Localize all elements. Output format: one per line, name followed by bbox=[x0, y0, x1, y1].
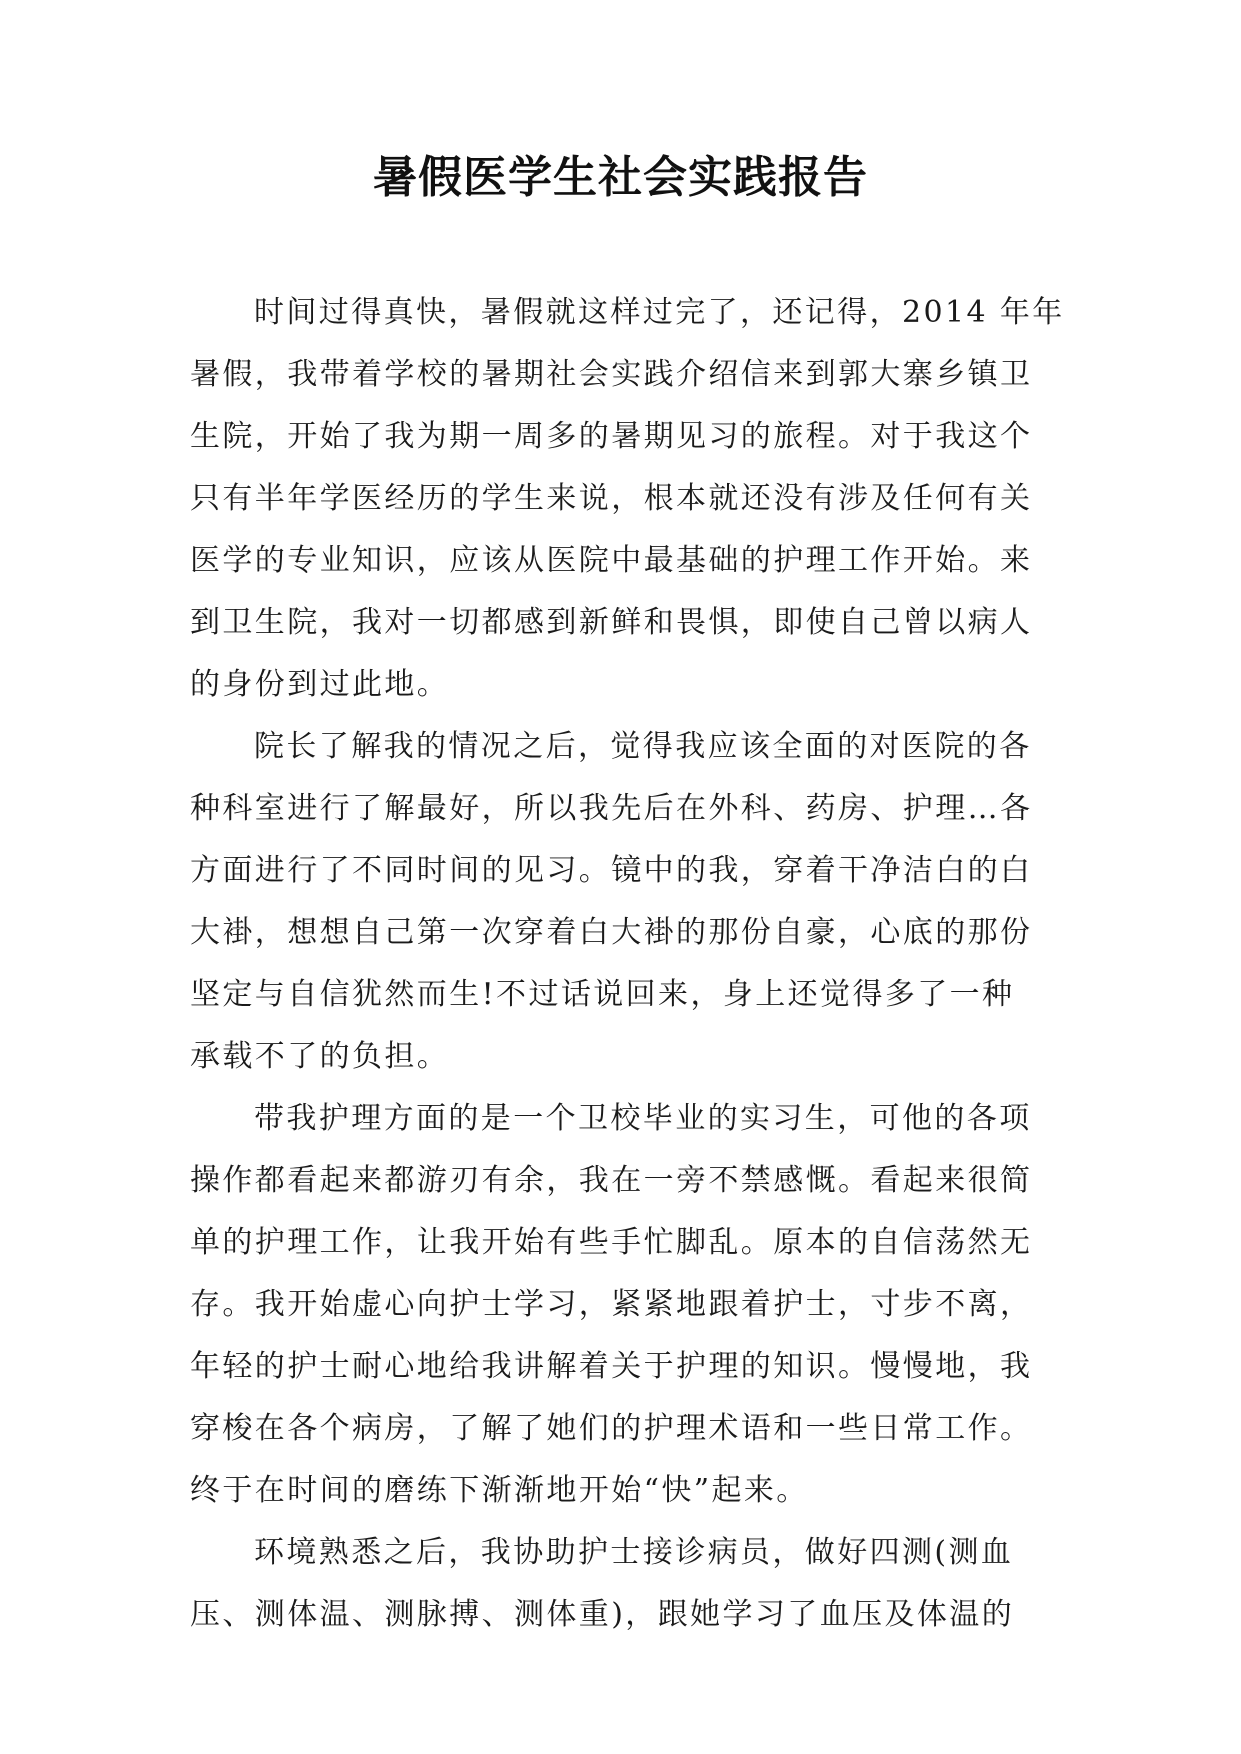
text-line: 带我护理方面的是一个卫校毕业的实习生，可他的各项 bbox=[254, 1101, 1032, 1136]
text-line: 环境熟悉之后，我协助护士接诊病员，做好四测(测血 bbox=[254, 1535, 1014, 1570]
text-line: 只有半年学医经历的学生来说，根本就还没有涉及任何有关 bbox=[190, 481, 1033, 516]
text-line: 单的护理工作，让我开始有些手忙脚乱。原本的自信荡然无 bbox=[190, 1225, 1033, 1260]
text-line: 坚定与自信犹然而生!不过话说回来，身上还觉得多了一种 bbox=[190, 977, 1015, 1012]
text-line: 院长了解我的情况之后，觉得我应该全面的对医院的各 bbox=[254, 729, 1032, 764]
text-line: 医学的专业知识，应该从医院中最基础的护理工作开始。来 bbox=[190, 543, 1033, 578]
text-line: 承载不了的负担。 bbox=[190, 1039, 450, 1074]
text-line: 到卫生院，我对一切都感到新鲜和畏惧，即使自己曾以病人 bbox=[190, 605, 1033, 640]
text-line: 穿梭在各个病房，了解了她们的护理术语和一些日常工作。 bbox=[190, 1411, 1033, 1446]
text-line: 的身份到过此地。 bbox=[190, 667, 450, 702]
text-line: 生院，开始了我为期一周多的暑期见习的旅程。对于我这个 bbox=[190, 419, 1033, 454]
text-line: 时间过得真快，暑假就这样过完了，还记得，2014 年年 bbox=[254, 295, 1065, 330]
text-line: 压、测体温、测脉搏、测体重)，跟她学习了血压及体温的 bbox=[190, 1597, 1015, 1632]
text-line: 种科室进行了解最好，所以我先后在外科、药房、护理…各 bbox=[190, 791, 1033, 826]
text-line: 存。我开始虚心向护士学习，紧紧地跟着护士，寸步不离， bbox=[190, 1287, 1033, 1322]
text-line: 暑假，我带着学校的暑期社会实践介绍信来到郭大寨乡镇卫 bbox=[190, 357, 1033, 392]
text-line: 年轻的护士耐心地给我讲解着关于护理的知识。慢慢地，我 bbox=[190, 1349, 1033, 1384]
text-line: 大褂，想想自己第一次穿着白大褂的那份自豪，心底的那份 bbox=[190, 915, 1033, 950]
text-line: 操作都看起来都游刃有余，我在一旁不禁感慨。看起来很简 bbox=[190, 1163, 1033, 1198]
document-title: 暑假医学生社会实践报告 bbox=[373, 152, 868, 203]
text-line: 终于在时间的磨练下渐渐地开始“快”起来。 bbox=[190, 1473, 809, 1508]
document-body bbox=[190, 282, 1065, 1646]
text-line: 方面进行了不同时间的见习。镜中的我，穿着干净洁白的白 bbox=[190, 853, 1033, 888]
